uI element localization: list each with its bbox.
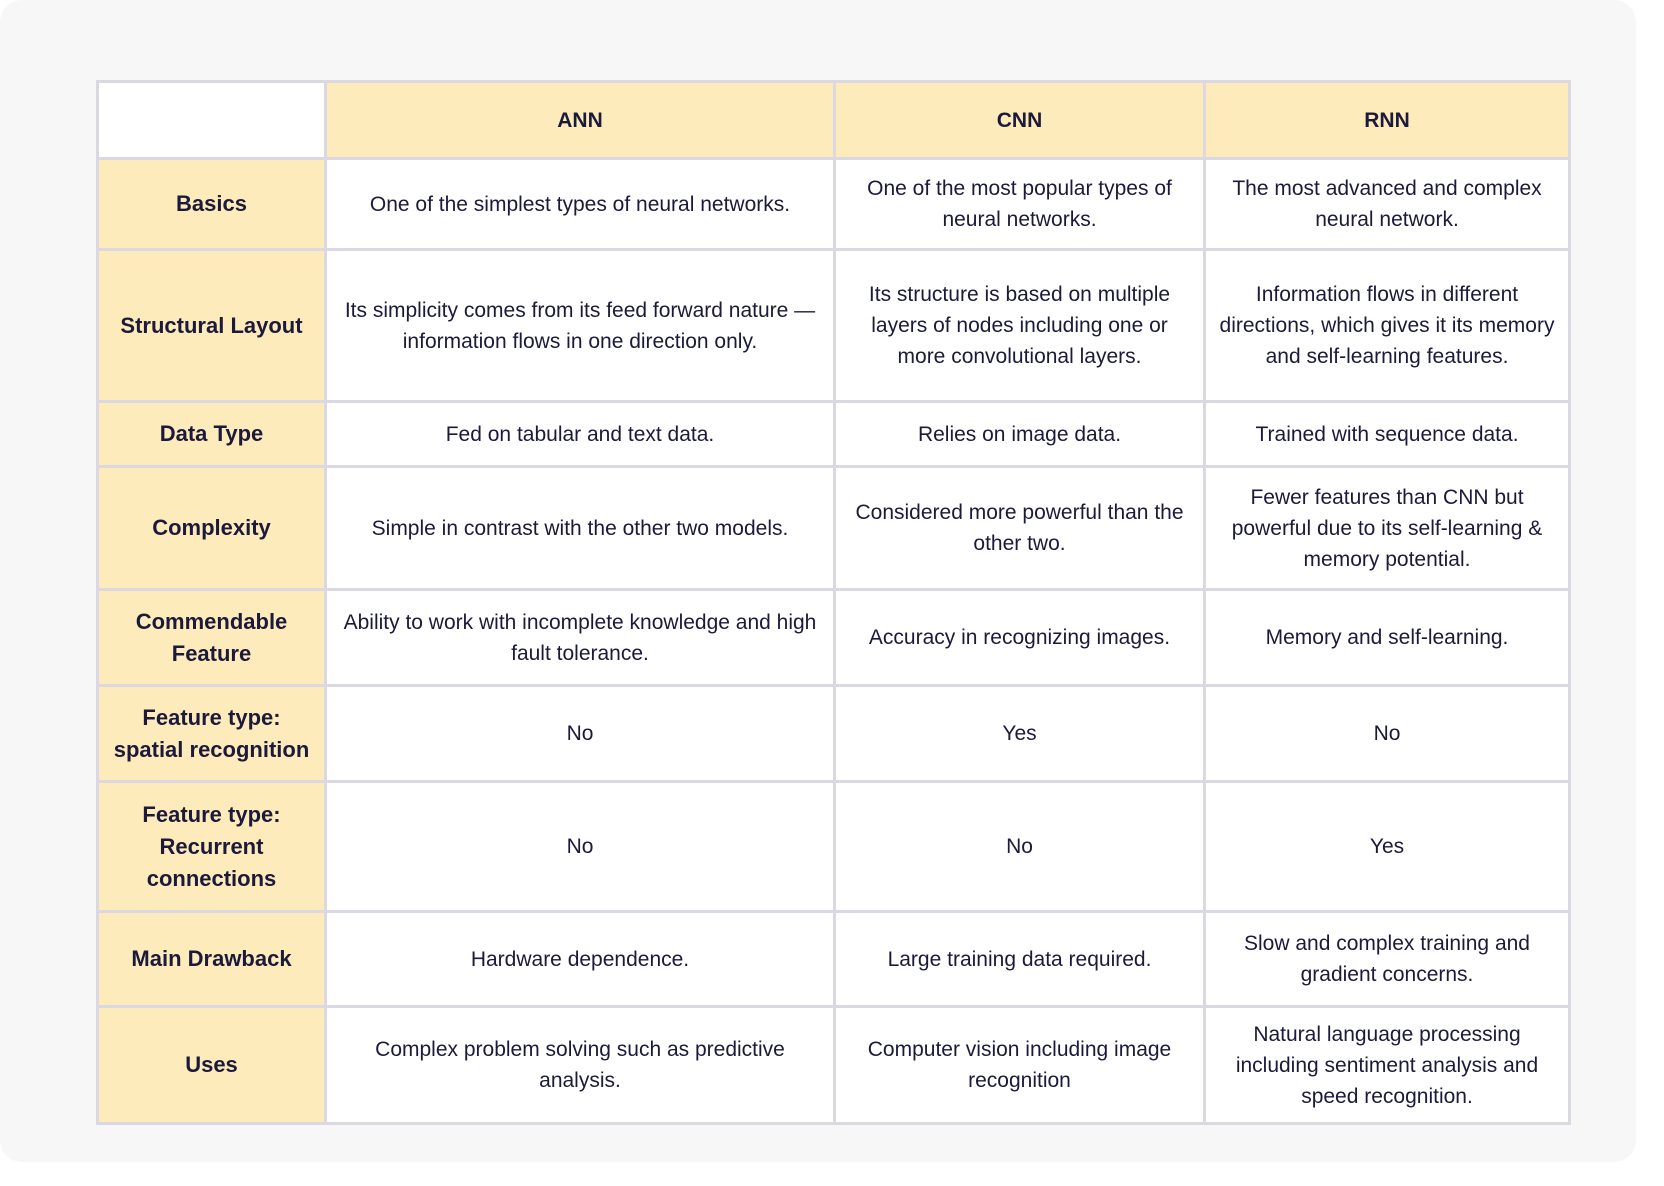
cell-rnn: The most advanced and complex neural network. bbox=[1205, 159, 1570, 250]
cell-cnn: Computer vision including image recognition bbox=[835, 1007, 1205, 1124]
cell-cnn: No bbox=[835, 782, 1205, 912]
row-label: Uses bbox=[98, 1007, 326, 1124]
table-row bbox=[98, 1007, 1570, 1124]
row-label: Data Type bbox=[98, 402, 326, 467]
cell-ann: No bbox=[326, 782, 835, 912]
cell-ann: No bbox=[326, 686, 835, 782]
row-label: Basics bbox=[98, 159, 326, 250]
cell-cnn: Relies on image data. bbox=[835, 402, 1205, 467]
cell-cnn: One of the most popular types of neural networks. bbox=[835, 159, 1205, 250]
cell-cnn: Large training data required. bbox=[835, 912, 1205, 1007]
cell-cnn: Considered more powerful than the other two. bbox=[835, 467, 1205, 590]
cell-ann: Complex problem solving such as predictive analysis. bbox=[326, 1007, 835, 1124]
table-row bbox=[98, 402, 1570, 467]
table-row bbox=[98, 467, 1570, 590]
cell-rnn: Yes bbox=[1205, 782, 1570, 912]
row-label: Feature type: spatial recognition bbox=[98, 686, 326, 782]
cell-cnn: Its structure is based on multiple layers of nodes including one or more convolutional layers. bbox=[835, 250, 1205, 402]
header-row bbox=[98, 82, 1570, 159]
column-header-ann: ANN bbox=[326, 82, 835, 159]
column-header-rnn: RNN bbox=[1205, 82, 1570, 159]
row-label: Feature type: Recurrent connections bbox=[98, 782, 326, 912]
cell-rnn: Natural language processing including sentiment analysis and speed recognition. bbox=[1205, 1007, 1570, 1124]
cell-ann: Simple in contrast with the other two models. bbox=[326, 467, 835, 590]
cell-ann: Its simplicity comes from its feed forward nature — information flows in one direction only. bbox=[326, 250, 835, 402]
cell-ann: Hardware dependence. bbox=[326, 912, 835, 1007]
cell-rnn: No bbox=[1205, 686, 1570, 782]
table-row bbox=[98, 250, 1570, 402]
row-label: Structural Layout bbox=[98, 250, 326, 402]
table-row bbox=[98, 590, 1570, 686]
cell-rnn: Slow and complex training and gradient concerns. bbox=[1205, 912, 1570, 1007]
cell-cnn: Accuracy in recognizing images. bbox=[835, 590, 1205, 686]
table-row bbox=[98, 912, 1570, 1007]
table-row bbox=[98, 159, 1570, 250]
row-label: Complexity bbox=[98, 467, 326, 590]
table-row bbox=[98, 782, 1570, 912]
cell-ann: Fed on tabular and text data. bbox=[326, 402, 835, 467]
column-header-cnn: CNN bbox=[835, 82, 1205, 159]
table-row bbox=[98, 686, 1570, 782]
cell-rnn: Information flows in different directions, which gives it its memory and self-learning features. bbox=[1205, 250, 1570, 402]
row-label: Commendable Feature bbox=[98, 590, 326, 686]
cell-rnn: Trained with sequence data. bbox=[1205, 402, 1570, 467]
cell-ann: One of the simplest types of neural networks. bbox=[326, 159, 835, 250]
cell-cnn: Yes bbox=[835, 686, 1205, 782]
cell-ann: Ability to work with incomplete knowledge and high fault tolerance. bbox=[326, 590, 835, 686]
cell-rnn: Fewer features than CNN but powerful due to its self-learning & memory potential. bbox=[1205, 467, 1570, 590]
row-label: Main Drawback bbox=[98, 912, 326, 1007]
cell-rnn: Memory and self-learning. bbox=[1205, 590, 1570, 686]
comparison-table bbox=[96, 80, 1571, 1125]
corner-cell bbox=[98, 82, 326, 159]
